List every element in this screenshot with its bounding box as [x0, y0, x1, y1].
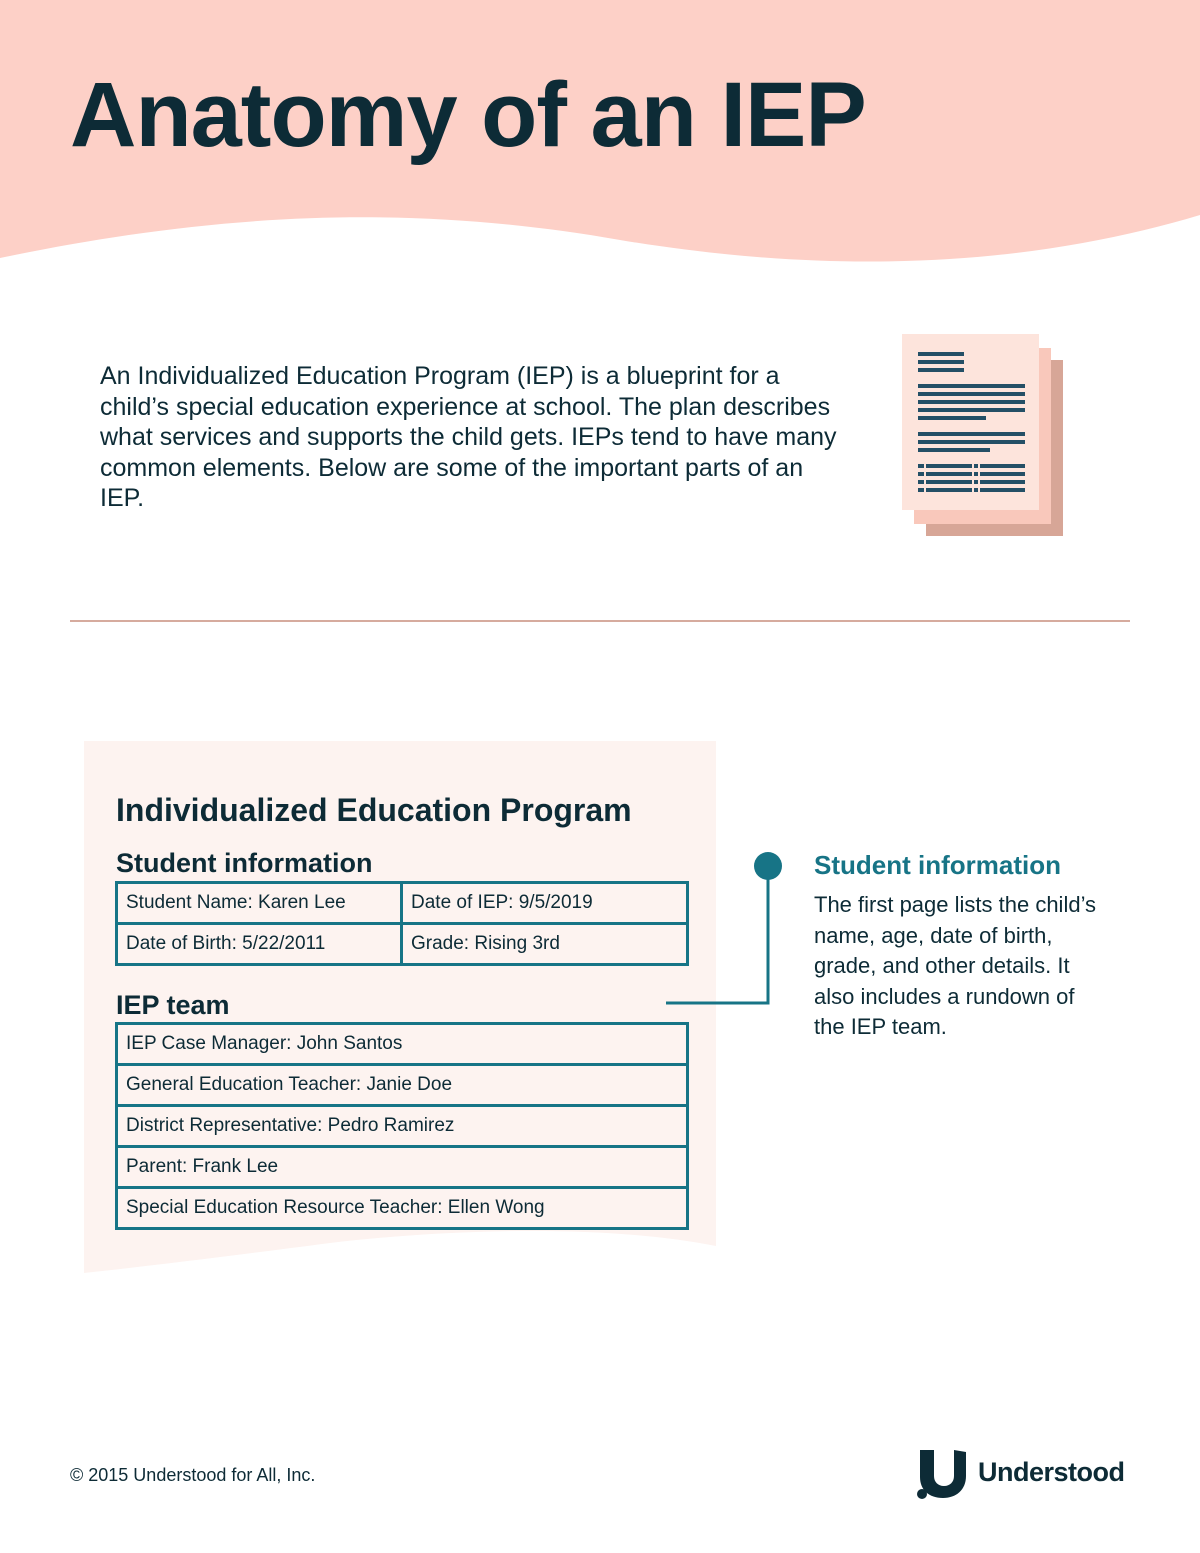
table-row [117, 1024, 688, 1065]
student-information-heading: Student information [116, 848, 373, 878]
table-row [117, 1147, 688, 1188]
birth-date-cell: Date of Birth: 5/22/2011 [117, 924, 402, 965]
understood-logo-icon [914, 1444, 970, 1500]
table-row [117, 1065, 688, 1106]
student-information-table [115, 881, 689, 966]
table-row [117, 1188, 688, 1229]
parent-cell: Parent: Frank Lee [117, 1147, 688, 1188]
iep-date-cell: Date of IEP: 9/5/2019 [402, 883, 688, 924]
brand-name: Understood [978, 1456, 1125, 1487]
understood-logo [914, 1444, 1144, 1500]
copyright-text: © 2015 Understood for All, Inc. [70, 1465, 316, 1485]
page-title: Anatomy of an IEP [70, 64, 866, 166]
iep-team-heading: IEP team [116, 990, 230, 1020]
table-row [117, 924, 688, 965]
general-teacher-cell: General Education Teacher: Janie Doe [117, 1065, 688, 1106]
student-name-cell: Student Name: Karen Lee [117, 883, 402, 924]
grade-cell: Grade: Rising 3rd [402, 924, 688, 965]
table-row [117, 883, 688, 924]
district-representative-cell: District Representative: Pedro Ramirez [117, 1106, 688, 1147]
callout-heading: Student information [814, 850, 1061, 880]
section-divider [70, 620, 1130, 622]
table-row [117, 1106, 688, 1147]
callout-body: The first page lists the child’s name, age, date of birth, grade, and other details. It also includes a rundown of the IEP team. [814, 892, 1097, 1039]
intro-paragraph: An Individualized Education Program (IEP) is a blueprint for a child’s special education experience at school. The plan describes what services and supports the child gets. IEPs tend to have many common elements. Below are some of the important parts of an IEP. [100, 362, 837, 512]
case-manager-cell: IEP Case Manager: John Santos [117, 1024, 688, 1065]
callout-connector [660, 848, 790, 1013]
resource-teacher-cell: Special Education Resource Teacher: Ellen Wong [117, 1188, 688, 1229]
document-icon [898, 330, 1068, 540]
callout-dot-icon [754, 852, 782, 880]
iep-team-table [115, 1022, 689, 1230]
form-title: Individualized Education Program [116, 792, 632, 828]
